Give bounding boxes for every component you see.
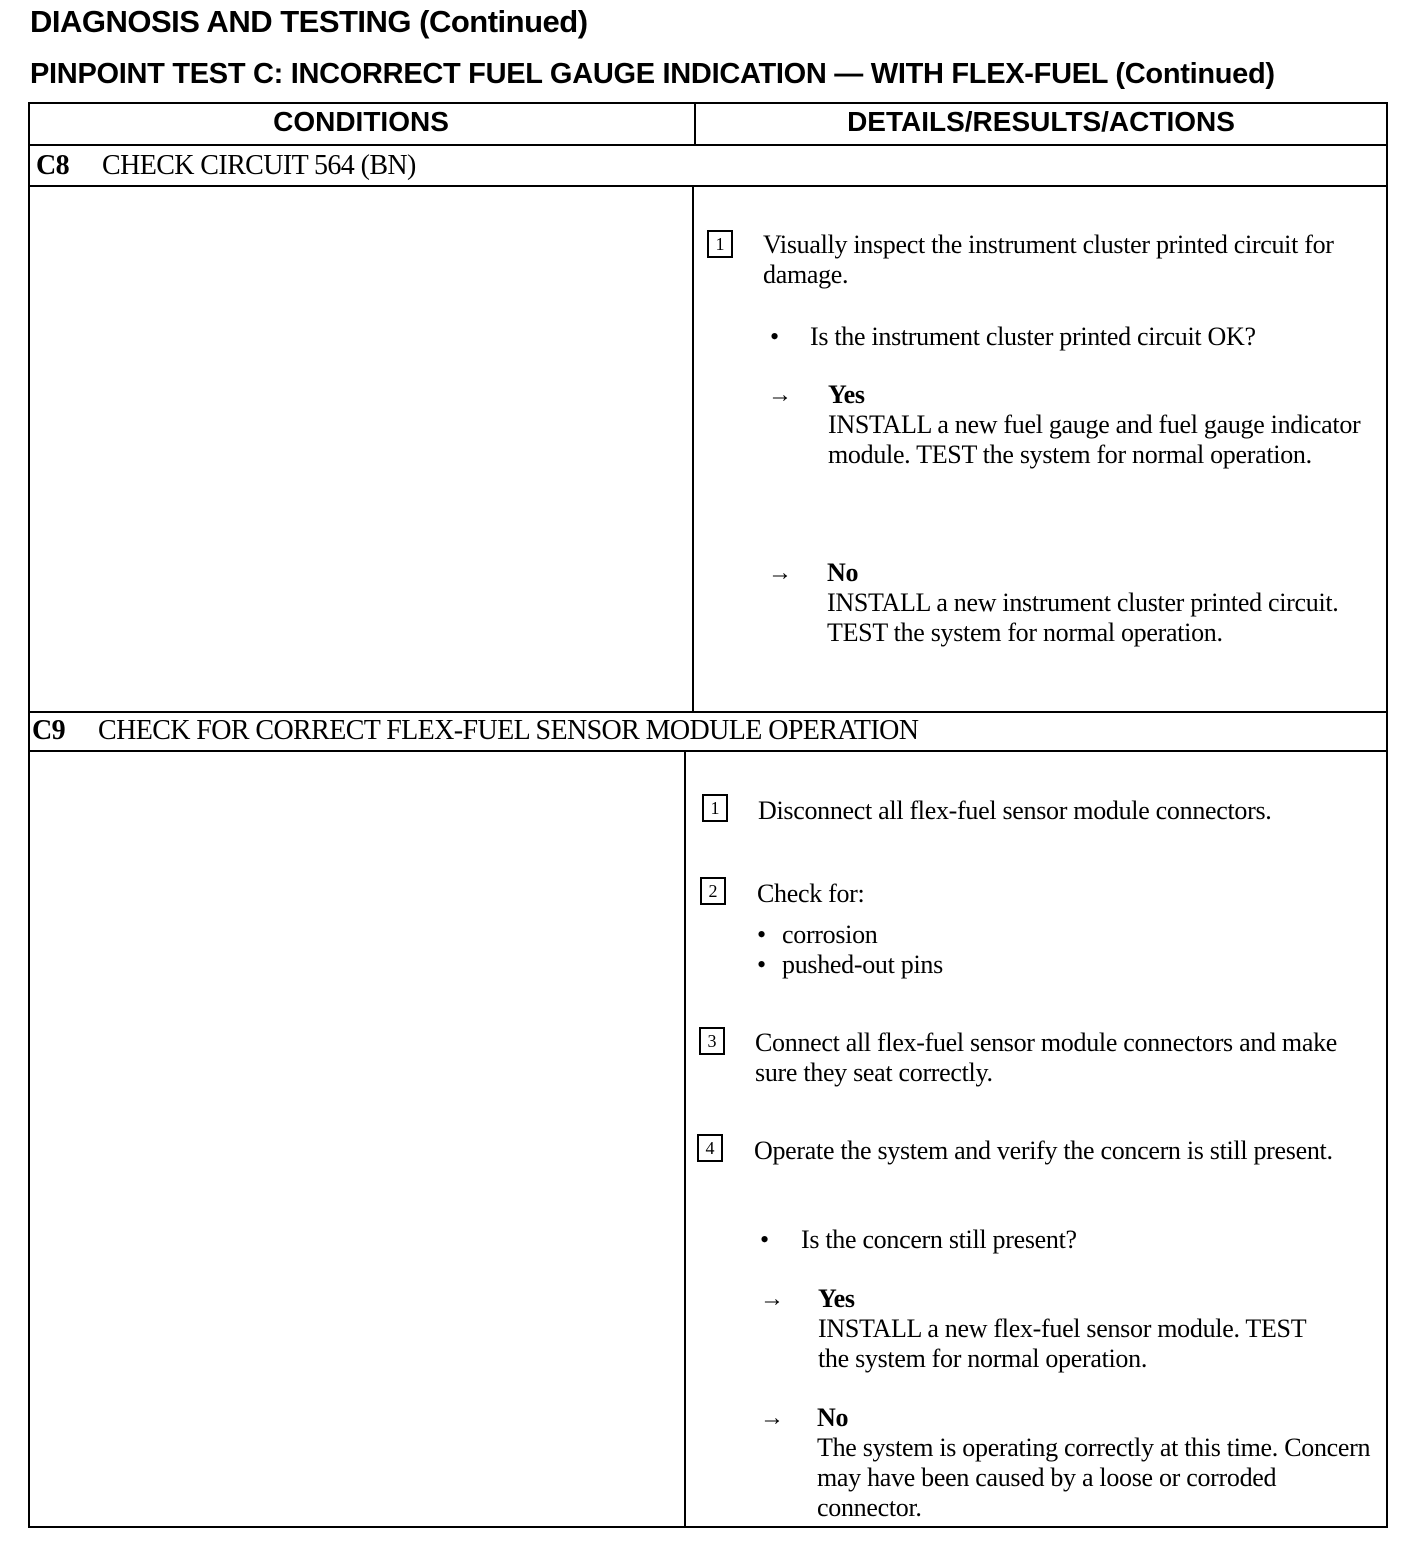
c8-yes-label: Yes bbox=[828, 380, 865, 409]
c8-yes-arrow-icon: → bbox=[768, 382, 792, 408]
column-divider-c8 bbox=[692, 185, 694, 712]
c9-step-2-text: Check for: bbox=[757, 879, 865, 908]
c8-no-result bbox=[827, 558, 1367, 648]
c9-step-3-text: Connect all flex-fuel sensor module connectors and make sure they seat correctly. bbox=[755, 1028, 1338, 1087]
c9-step-4-text: Operate the system and verify the concern is still present. bbox=[754, 1136, 1333, 1165]
header-row-divider bbox=[28, 144, 1388, 146]
c9-step-1-text: Disconnect all flex-fuel sensor module connectors. bbox=[758, 796, 1272, 825]
c9-yes-arrow-icon: → bbox=[760, 1286, 784, 1312]
table-border-right bbox=[1386, 102, 1388, 1528]
pinpoint-test-title: PINPOINT TEST C: INCORRECT FUEL GAUGE INDICATION — WITH FLEX-FUEL (Continued) bbox=[30, 58, 1275, 90]
column-header-details: DETAILS/RESULTS/ACTIONS bbox=[847, 106, 1235, 137]
c9-check-item-corrosion: corrosion bbox=[782, 920, 878, 949]
c9-check-bullet-2: • bbox=[757, 950, 767, 979]
c8-step-heading: CHECK CIRCUIT 564 (BN) bbox=[102, 150, 416, 181]
c9-yes-text: INSTALL a new flex-fuel sensor module. TEST the system for normal operation. bbox=[818, 1314, 1306, 1373]
c9-step-heading: CHECK FOR CORRECT FLEX-FUEL SENSOR MODULE OPERATION bbox=[98, 715, 919, 746]
c8-no-label: No bbox=[827, 558, 859, 587]
table-border-left bbox=[28, 102, 30, 1528]
column-divider-c9 bbox=[684, 750, 686, 1527]
c8-step-title bbox=[36, 150, 416, 182]
c9-no-result bbox=[817, 1403, 1372, 1523]
c9-question: Is the concern still present? bbox=[801, 1225, 1077, 1254]
c9-step-4-box: 4 bbox=[697, 1134, 723, 1162]
c8-yes-result bbox=[828, 380, 1368, 470]
c9-no-text: The system is operating correctly at this time. Concern may have been caused by a loose or corroded connector. bbox=[817, 1433, 1371, 1522]
c8-no-arrow-icon: → bbox=[768, 560, 792, 586]
c9-step-2-box: 2 bbox=[700, 877, 726, 905]
c9-step-3-box: 3 bbox=[699, 1027, 725, 1055]
c9-step-1-box: 1 bbox=[702, 794, 728, 822]
table-border-bottom bbox=[28, 1526, 1388, 1528]
c9-title-bottom-divider bbox=[28, 750, 1388, 752]
c8-title-divider bbox=[28, 185, 1388, 187]
table-border-top bbox=[28, 102, 1388, 104]
c9-check-bullet-1: • bbox=[757, 920, 767, 949]
c8-step-1-text: Visually inspect the instrument cluster printed circuit for damage. bbox=[763, 230, 1334, 289]
c9-step-number: C9 bbox=[32, 715, 66, 746]
column-header-conditions: CONDITIONS bbox=[273, 106, 449, 137]
c9-question-bullet: • bbox=[760, 1225, 770, 1254]
section-title: DIAGNOSIS AND TESTING (Continued) bbox=[30, 4, 588, 39]
c8-no-text: INSTALL a new instrument cluster printed circuit. TEST the system for normal operation. bbox=[827, 588, 1339, 647]
c8-step-1-box: 1 bbox=[707, 230, 733, 258]
c8-question-bullet: • bbox=[770, 322, 780, 351]
c9-no-label: No bbox=[817, 1403, 849, 1432]
c9-no-arrow-icon: → bbox=[760, 1405, 784, 1431]
c8-question: Is the instrument cluster printed circuit OK? bbox=[810, 322, 1256, 351]
c8-yes-text: INSTALL a new fuel gauge and fuel gauge indicator module. TEST the system for normal operation. bbox=[828, 410, 1361, 469]
c9-title-top-divider bbox=[28, 711, 1388, 713]
c8-step-number: C8 bbox=[36, 150, 70, 181]
c9-yes-result bbox=[818, 1284, 1338, 1374]
c9-yes-label: Yes bbox=[818, 1284, 855, 1313]
c9-check-item-pushed-out-pins: pushed-out pins bbox=[782, 950, 943, 979]
c9-step-title bbox=[32, 715, 918, 747]
